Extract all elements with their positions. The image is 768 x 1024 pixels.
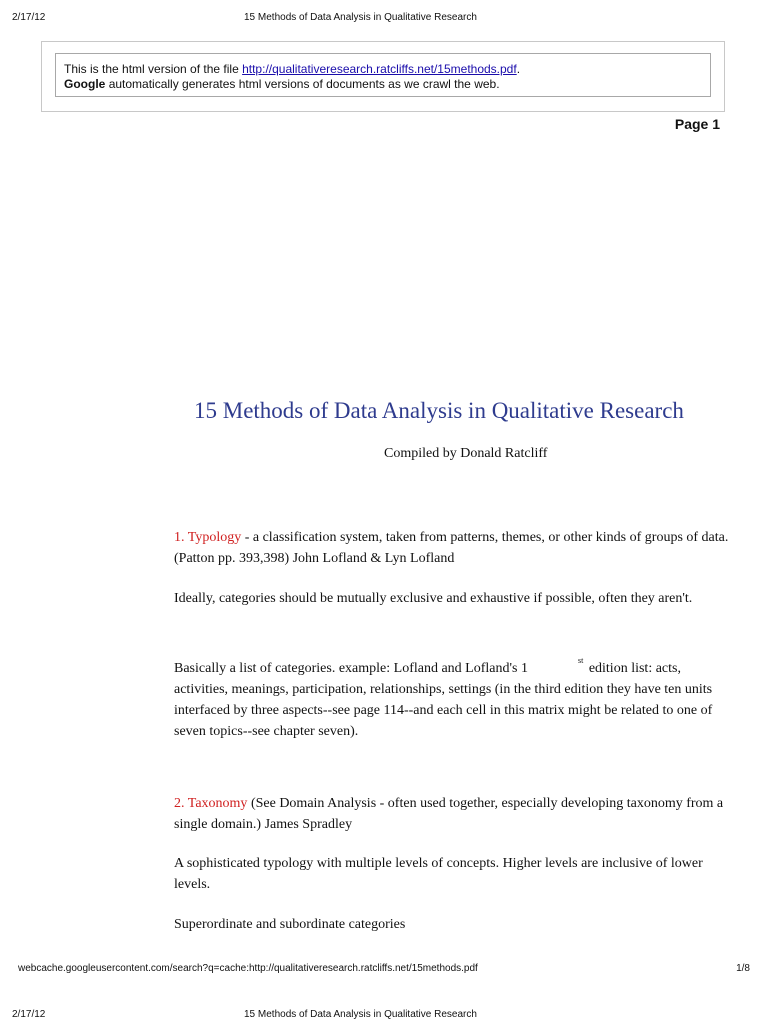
- section-1-heading: 1. Typology: [174, 530, 242, 545]
- section-1-paragraph-2: Ideally, categories should be mutually exclusive and exhaustive if possible, often they aren't.: [174, 591, 693, 606]
- section-2-heading-rest: (See Domain Analysis - often used together, especially developing taxonomy from a single domain.) James Spradley: [174, 796, 724, 832]
- cache-suffix: .: [516, 62, 521, 76]
- cache-line-2: [64, 77, 702, 92]
- next-page-date: 2/17/12: [12, 1009, 46, 1020]
- cache-prefix: This is the html version of the file: [64, 62, 239, 76]
- section-1-p3-before: Basically a list of categories. example: Lofland and Lofland's 1: [174, 661, 528, 676]
- cache-explanation: automatically generates html versions of documents as we crawl the web.: [108, 77, 500, 91]
- print-title: 15 Methods of Data Analysis in Qualitative Research: [244, 12, 477, 23]
- next-page-header: [12, 1009, 756, 1023]
- print-footer: [12, 963, 756, 977]
- section-2-paragraph-3: Superordinate and subordinate categories: [174, 917, 406, 932]
- section-2-heading: 2. Taxonomy: [174, 796, 248, 811]
- section-1-heading-rest: - a classification system, taken from patterns, themes, or other kinds of groups of data. (Patton pp. 393,398) John Lofland & Lyn Lofland: [174, 530, 729, 566]
- cache-notice: [55, 53, 711, 97]
- print-page-count: 1/8: [736, 963, 750, 974]
- cache-line-1: [64, 62, 702, 77]
- document-title: 15 Methods of Data Analysis in Qualitative Research: [194, 398, 684, 423]
- source-pdf-link[interactable]: http://qualitativeresearch.ratcliffs.net/15methods.pdf: [242, 62, 517, 76]
- ordinal-superscript: st: [577, 656, 584, 665]
- section-2-paragraph-2: A sophisticated typology with multiple levels of concepts. Higher levels are inclusive of lower levels.: [174, 856, 703, 892]
- cache-banner: [41, 41, 725, 112]
- next-page-title: 15 Methods of Data Analysis in Qualitative Research: [244, 1009, 477, 1020]
- page-label: Page 1: [674, 116, 720, 132]
- section-1-p3-after: edition list: acts, activities, meanings, participation, relationships, settings (in the third edition they have ten units interfaced by three aspects--see page 114--and each cell in this matrix might be related to one of seven topics--see chapter seven).: [174, 661, 713, 739]
- section-1-paragraph-3: [174, 650, 734, 742]
- section-1-intro: [174, 527, 734, 569]
- document-byline: Compiled by Donald Ratcliff: [384, 446, 548, 461]
- print-date: 2/17/12: [12, 12, 46, 23]
- section-2-intro: [174, 793, 734, 835]
- print-footer-url: webcache.googleusercontent.com/search?q=cache:http://qualitativeresearch.ratcliffs.net/15methods.pdf: [18, 963, 478, 974]
- google-brand: Google: [64, 77, 106, 91]
- print-header: [12, 12, 756, 26]
